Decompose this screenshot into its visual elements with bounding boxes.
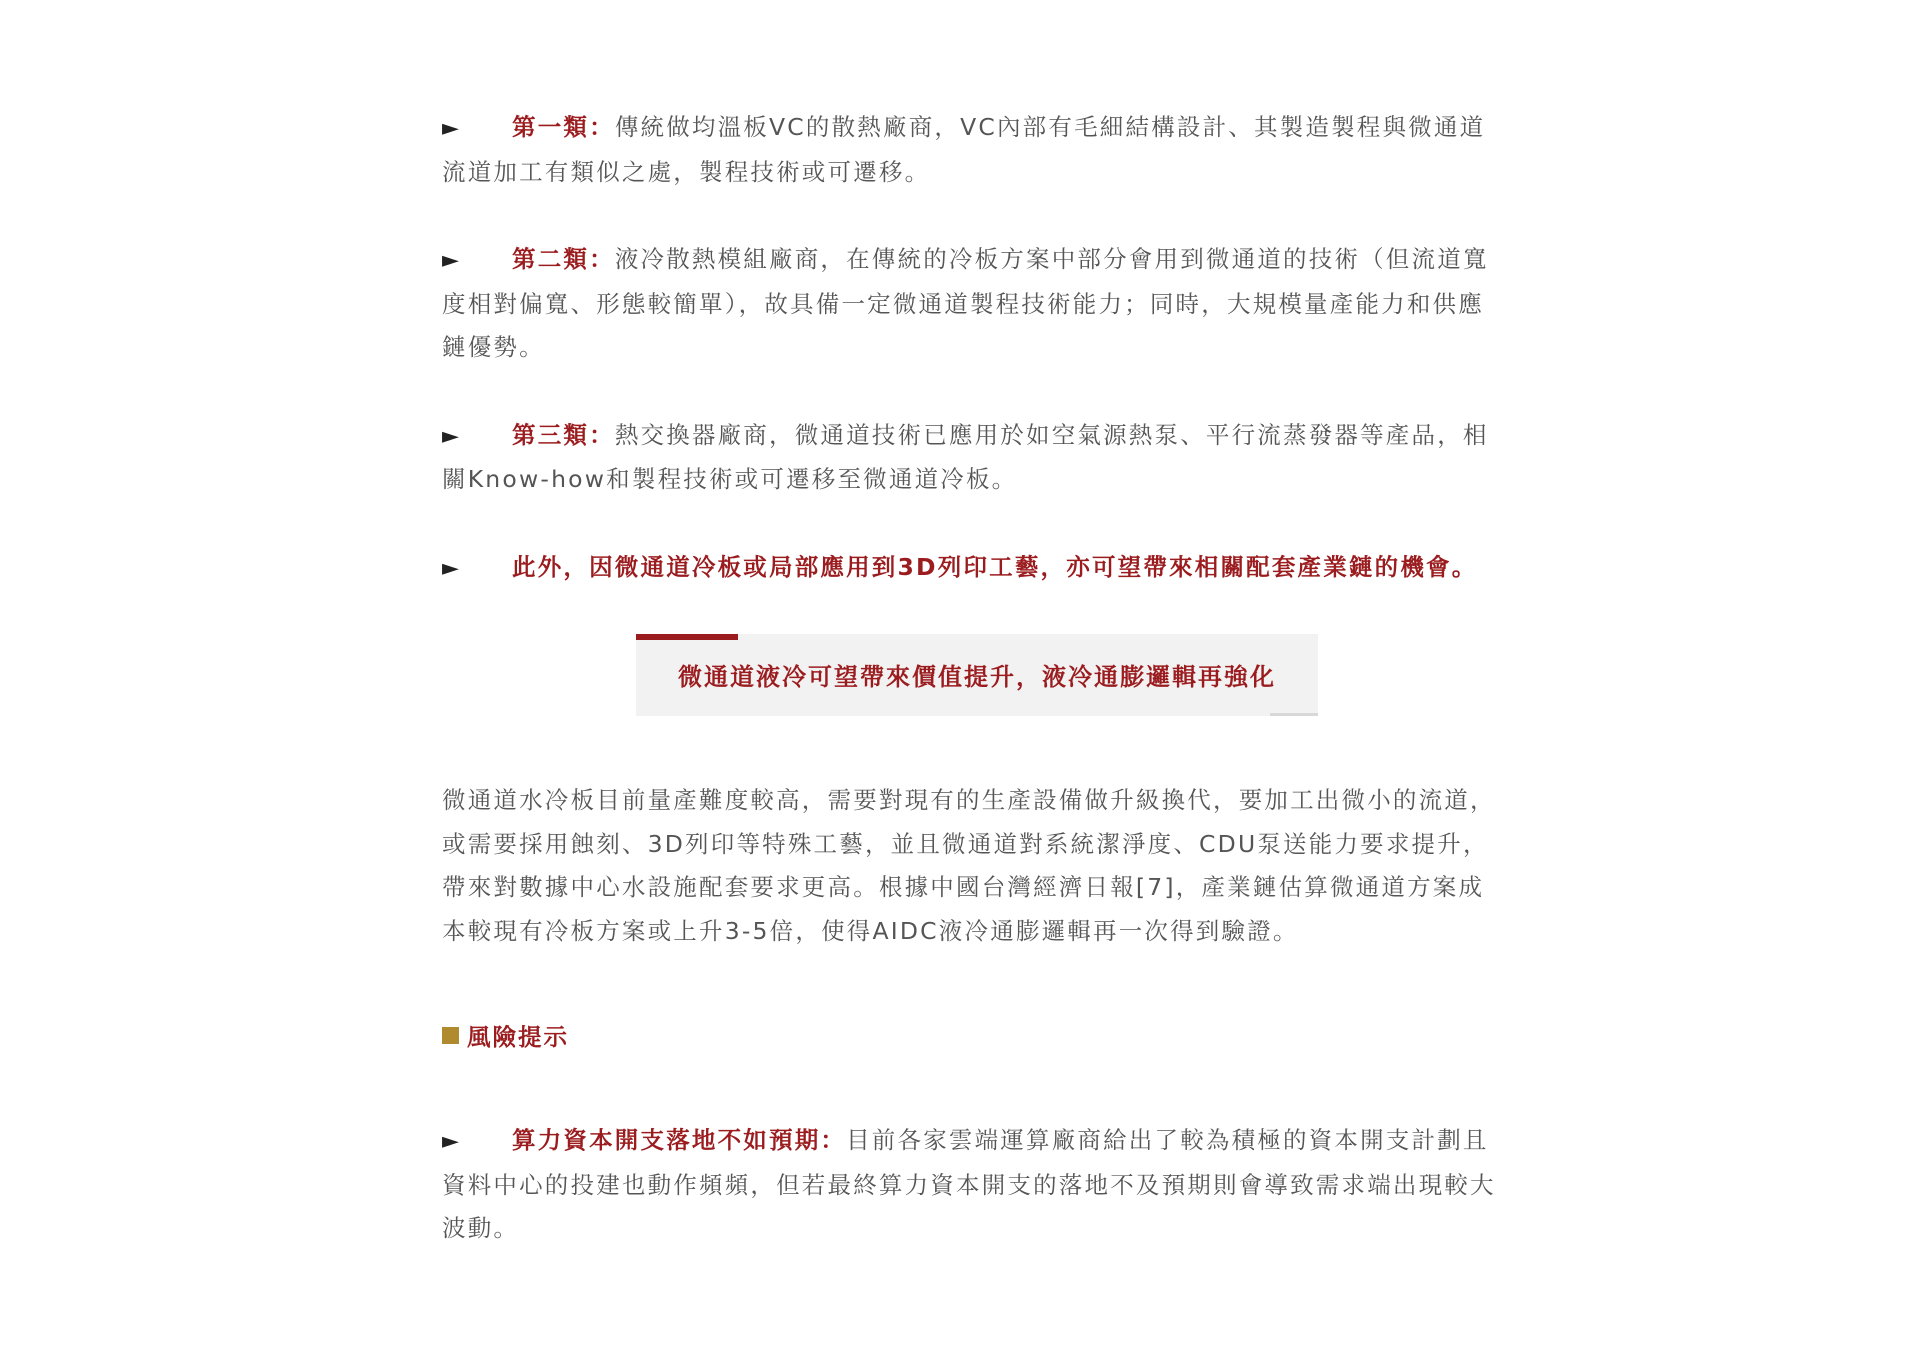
bullet-arrow-icon: ► xyxy=(442,248,459,273)
risk-section-header xyxy=(442,1015,1496,1055)
callout-corner-bar xyxy=(1270,713,1318,716)
bullet-category-3 xyxy=(442,414,1496,502)
bullet-highlight-text: 此外，因微通道冷板或局部應用到3D列印工藝，亦可望帶來相關配套產業鏈的機會。 xyxy=(512,552,1478,581)
bullet-category-2 xyxy=(442,238,1496,370)
article-body xyxy=(442,106,1496,1251)
callout-accent-bar xyxy=(636,634,738,640)
bullet-3d-printing xyxy=(442,546,1496,591)
body-paragraph: 微通道水冷板目前量產難度較高，需要對現有的生產設備做升級換代，要加工出微小的流道，或需要採用蝕刻、3D列印等特殊工藝，並且微通道對系統潔淨度、CDU泵送能力要求提升，帶來對數據中心水設施配套要求更高。根據中國台灣經濟日報[7]，產業鏈估算微通道方案成本較現有冷板方案或上升3-5倍，使得AIDC液冷通膨邏輯再一次得到驗證。 xyxy=(442,786,1496,945)
section-title: 風險提示 xyxy=(467,1023,569,1051)
bullet-label: 第一類： xyxy=(512,113,615,141)
bullet-text: 目前各家雲端運算廠商給出了較為積極的資本開支計劃且資料中心的投建也動作頻頻，但若最終算力資本開支的落地不及預期則會導致需求端出現較大波動。 xyxy=(442,1126,1496,1242)
callout-title: 微通道液冷可望帶來價值提升，液冷通膨邏輯再強化 xyxy=(678,663,1276,691)
bullet-label: 算力資本開支落地不如預期： xyxy=(512,1126,847,1154)
bullet-arrow-icon: ► xyxy=(442,555,459,581)
bullet-arrow-icon: ► xyxy=(442,423,459,449)
section-square-icon xyxy=(442,1027,459,1044)
callout-box xyxy=(636,634,1318,716)
bullet-label: 第二類： xyxy=(512,245,615,273)
bullet-label: 第三類： xyxy=(512,420,615,449)
bullet-text: 熱交換器廠商，微通道技術已應用於如空氣源熱泵、平行流蒸發器等產品，相關Know-how和製程技術或可遷移至微通道冷板。 xyxy=(442,420,1489,493)
bullet-text: 傳統做均溫板VC的散熱廠商，VC內部有毛細結構設計、其製造製程與微通道流道加工有類似之處，製程技術或可遷移。 xyxy=(442,113,1486,186)
bullet-arrow-icon: ► xyxy=(442,116,459,141)
bullet-arrow-icon: ► xyxy=(442,1129,459,1154)
bullet-text: 液冷散熱模組廠商，在傳統的冷板方案中部分會用到微通道的技術（但流道寬度相對偏寬、形態較簡單），故具備一定微通道製程技術能力；同時，大規模量產能力和供應鏈優勢。 xyxy=(442,245,1489,361)
bullet-risk-capex xyxy=(442,1119,1496,1251)
bullet-category-1 xyxy=(442,106,1496,194)
